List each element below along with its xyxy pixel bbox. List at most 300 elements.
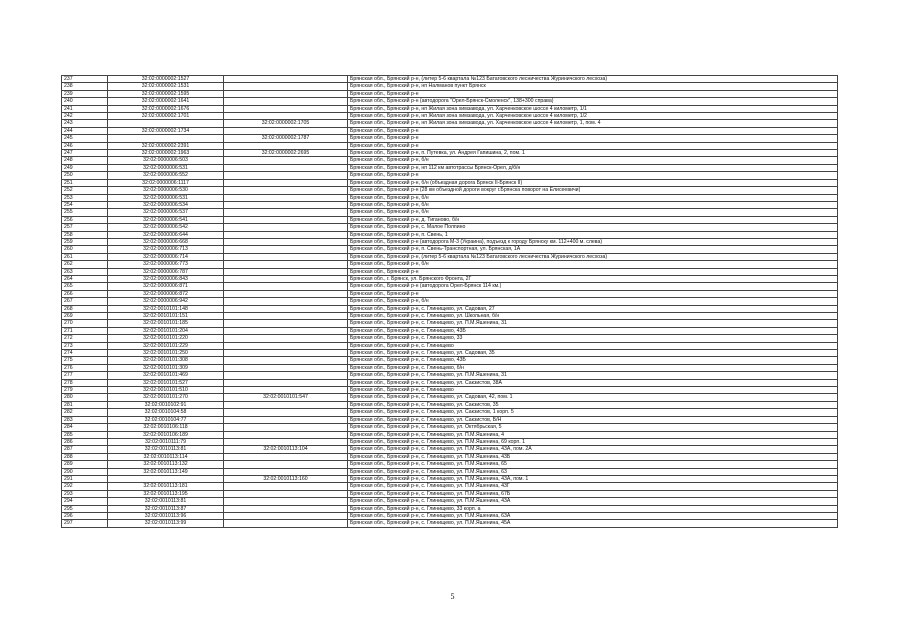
parent-cadastral-cell bbox=[224, 409, 348, 416]
table-row bbox=[62, 150, 838, 157]
cadastral-number-cell: 32:02:0010113:81 bbox=[108, 446, 224, 453]
row-number-cell: 292 bbox=[62, 483, 108, 490]
address-cell: Брянская обл., Брянский р-н, с. Глинищево, ул. П.М.Яшенина, 4 bbox=[348, 431, 838, 438]
cadastral-number-cell: 32:02:0010113:114 bbox=[108, 453, 224, 460]
parent-cadastral-cell: 32:02:0000002:1787 bbox=[224, 135, 348, 142]
parent-cadastral-cell bbox=[224, 253, 348, 260]
parent-cadastral-cell bbox=[224, 201, 348, 208]
cadastral-number-cell: 32:02:0010106:189 bbox=[108, 431, 224, 438]
parent-cadastral-cell bbox=[224, 401, 348, 408]
table-row bbox=[62, 468, 838, 475]
row-number-cell: 244 bbox=[62, 127, 108, 134]
address-cell: Брянская обл., Брянский р-н, с. Глинищево, ул. Сакзистов, 35 bbox=[348, 401, 838, 408]
parent-cadastral-cell bbox=[224, 416, 348, 423]
parent-cadastral-cell bbox=[224, 238, 348, 245]
row-number-cell: 256 bbox=[62, 216, 108, 223]
address-cell: Брянская обл., Брянский р-н, с. Малое Полпино bbox=[348, 224, 838, 231]
address-cell: Брянская обл., Брянский р-н, б/н bbox=[348, 209, 838, 216]
address-cell: Брянская обл., Брянский р-н, с. Глинищево, ул. Сакзистов, Б/Н bbox=[348, 416, 838, 423]
cadastral-number-cell: 32:02:0000002:1701 bbox=[108, 113, 224, 120]
table-row bbox=[62, 512, 838, 519]
table-row bbox=[62, 490, 838, 497]
cadastral-number-cell: 32:02:0000006:542 bbox=[108, 224, 224, 231]
address-cell: Брянская обл., Брянский р-н, б/н bbox=[348, 261, 838, 268]
table-row bbox=[62, 142, 838, 149]
parent-cadastral-cell bbox=[224, 483, 348, 490]
address-cell: Брянская обл., Брянский р-н, с. Глинищево, ул. П.М.Яшенина, 69 корп. 1 bbox=[348, 438, 838, 445]
parent-cadastral-cell: 32:02:0000002:1705 bbox=[224, 120, 348, 127]
table-row bbox=[62, 394, 838, 401]
table-row bbox=[62, 164, 838, 171]
table-row bbox=[62, 283, 838, 290]
row-number-cell: 252 bbox=[62, 187, 108, 194]
cadastral-number-cell: 32:02:0010101:185 bbox=[108, 320, 224, 327]
address-cell: Брянская обл., Брянский р-н bbox=[348, 142, 838, 149]
parent-cadastral-cell: 32:02:0000002:2695 bbox=[224, 150, 348, 157]
table-row bbox=[62, 275, 838, 282]
address-cell: Брянская обл., Брянский р-н, с. Глинищево, ул. Садовая, 42, пом. 1 bbox=[348, 394, 838, 401]
parent-cadastral-cell bbox=[224, 216, 348, 223]
row-number-cell: 263 bbox=[62, 268, 108, 275]
address-cell: Брянская обл., Брянский р-н, с. Глинищево, 33 bbox=[348, 335, 838, 342]
cadastral-number-cell: 32:02:0000006:713 bbox=[108, 246, 224, 253]
table-row bbox=[62, 246, 838, 253]
address-cell: Брянская обл., Брянский р-н, с. Глинищево bbox=[348, 387, 838, 394]
table-row bbox=[62, 216, 838, 223]
cadastral-number-cell: 32:02:0000006:871 bbox=[108, 283, 224, 290]
parent-cadastral-cell bbox=[224, 157, 348, 164]
parent-cadastral-cell bbox=[224, 372, 348, 379]
cadastral-number-cell: 32:02:0010104:77 bbox=[108, 416, 224, 423]
table-row bbox=[62, 105, 838, 112]
parent-cadastral-cell bbox=[224, 498, 348, 505]
address-cell: Брянская обл., Брянский р-н bbox=[348, 90, 838, 97]
row-number-cell: 272 bbox=[62, 335, 108, 342]
address-cell: Брянская обл., Брянский р-н, нп Жилая зона химзавода, ул. Харченковское шоссе 4 километр, 1/2 bbox=[348, 113, 838, 120]
row-number-cell: 285 bbox=[62, 431, 108, 438]
row-number-cell: 254 bbox=[62, 201, 108, 208]
address-cell: Брянская обл., Брянский р-н, п. Путевка, ул. Андрея Гапишина, 2, пом. 1 bbox=[348, 150, 838, 157]
address-cell: Брянская обл., Брянский р-н, с. Глинищево, ул. Сакзистов, 38А bbox=[348, 379, 838, 386]
table-row bbox=[62, 461, 838, 468]
table-row bbox=[62, 350, 838, 357]
cadastral-number-cell: 32:02:0010111:79 bbox=[108, 438, 224, 445]
row-number-cell: 278 bbox=[62, 379, 108, 386]
row-number-cell: 267 bbox=[62, 298, 108, 305]
table-row bbox=[62, 357, 838, 364]
address-cell: Брянская обл., Брянский р-н bbox=[348, 127, 838, 134]
cadastral-number-cell: 32:02:0010101:469 bbox=[108, 372, 224, 379]
table-row bbox=[62, 83, 838, 90]
parent-cadastral-cell bbox=[224, 335, 348, 342]
table-row bbox=[62, 320, 838, 327]
row-number-cell: 281 bbox=[62, 401, 108, 408]
table-row bbox=[62, 194, 838, 201]
table-row bbox=[62, 224, 838, 231]
table-row bbox=[62, 401, 838, 408]
parent-cadastral-cell bbox=[224, 364, 348, 371]
table-row bbox=[62, 438, 838, 445]
parent-cadastral-cell bbox=[224, 453, 348, 460]
parent-cadastral-cell bbox=[224, 142, 348, 149]
cadastral-number-cell: 32:02:0010101:510 bbox=[108, 387, 224, 394]
row-number-cell: 283 bbox=[62, 416, 108, 423]
address-cell: Брянская обл., Брянский р-н, нп 112 км автотрассы Брянск-Орел, д/б/н bbox=[348, 164, 838, 171]
parent-cadastral-cell bbox=[224, 105, 348, 112]
table-row bbox=[62, 379, 838, 386]
address-cell: Брянская обл., Брянский р-н, с. Глинищево, 43Б bbox=[348, 357, 838, 364]
address-cell: Брянская обл., Брянский р-н, б/н bbox=[348, 298, 838, 305]
parent-cadastral-cell bbox=[224, 179, 348, 186]
address-cell: Брянская обл., Брянский р-н, с. Глинищево, ул. П.М.Яшенина, 31 bbox=[348, 372, 838, 379]
cadastral-number-cell: 32:02:0010101:204 bbox=[108, 327, 224, 334]
address-cell: Брянская обл., Брянский р-н, с. Глинищево, ул. П.М.Яшенина, 45А bbox=[348, 520, 838, 527]
row-number-cell: 251 bbox=[62, 179, 108, 186]
table-row bbox=[62, 268, 838, 275]
row-number-cell: 262 bbox=[62, 261, 108, 268]
row-number-cell: 247 bbox=[62, 150, 108, 157]
table-row bbox=[62, 135, 838, 142]
page-number: 5 bbox=[450, 592, 455, 601]
row-number-cell: 237 bbox=[62, 76, 108, 83]
address-cell: Брянская обл., Брянский р-н, с. Глинищево, ул. Сакзистов, 1 корп. 5 bbox=[348, 409, 838, 416]
cadastral-number-cell: 32:02:0000006:644 bbox=[108, 231, 224, 238]
parent-cadastral-cell: 32:02:0010113:160 bbox=[224, 475, 348, 482]
row-number-cell: 241 bbox=[62, 105, 108, 112]
row-number-cell: 253 bbox=[62, 194, 108, 201]
address-cell: Брянская обл., Брянский р-н, п. Свень-Транспортная, ул. Брянская, 1А bbox=[348, 246, 838, 253]
parent-cadastral-cell bbox=[224, 468, 348, 475]
parent-cadastral-cell bbox=[224, 313, 348, 320]
parent-cadastral-cell bbox=[224, 505, 348, 512]
parent-cadastral-cell bbox=[224, 461, 348, 468]
table-row bbox=[62, 298, 838, 305]
row-number-cell: 295 bbox=[62, 505, 108, 512]
cadastral-number-cell: 32:02:0000002:1963 bbox=[108, 150, 224, 157]
parent-cadastral-cell bbox=[224, 83, 348, 90]
parent-cadastral-cell bbox=[224, 512, 348, 519]
table-row bbox=[62, 172, 838, 179]
address-cell: Брянская обл., Брянский р-н bbox=[348, 172, 838, 179]
row-number-cell: 269 bbox=[62, 313, 108, 320]
table-row bbox=[62, 416, 838, 423]
parent-cadastral-cell bbox=[224, 261, 348, 268]
table-row bbox=[62, 90, 838, 97]
cadastral-number-cell: 32:02:0000006:531 bbox=[108, 164, 224, 171]
parent-cadastral-cell bbox=[224, 283, 348, 290]
row-number-cell: 260 bbox=[62, 246, 108, 253]
parent-cadastral-cell bbox=[224, 327, 348, 334]
cadastral-number-cell bbox=[108, 120, 224, 127]
cadastral-number-cell: 32:02:0000006:1117 bbox=[108, 179, 224, 186]
cadastral-number-cell: 32:02:0000006:668 bbox=[108, 238, 224, 245]
cadastral-number-cell: 32:02:0000006:537 bbox=[108, 209, 224, 216]
row-number-cell: 242 bbox=[62, 113, 108, 120]
parent-cadastral-cell bbox=[224, 290, 348, 297]
cadastral-number-cell: 32:02:0010113:195 bbox=[108, 490, 224, 497]
parent-cadastral-cell bbox=[224, 231, 348, 238]
address-cell: Брянская обл., Брянский р-н, с. Глинищево, ул. П.М.Яшенина, 63А bbox=[348, 512, 838, 519]
address-cell: Брянская обл., Брянский р-н bbox=[348, 290, 838, 297]
table-row bbox=[62, 475, 838, 482]
row-number-cell: 258 bbox=[62, 231, 108, 238]
address-cell: Брянская обл., Брянский р-н, п. Свень, 1 bbox=[348, 231, 838, 238]
row-number-cell: 286 bbox=[62, 438, 108, 445]
cadastral-number-cell: 32:02:0010113:81 bbox=[108, 498, 224, 505]
row-number-cell: 296 bbox=[62, 512, 108, 519]
table-row bbox=[62, 335, 838, 342]
table-row bbox=[62, 498, 838, 505]
row-number-cell: 277 bbox=[62, 372, 108, 379]
table-row bbox=[62, 261, 838, 268]
row-number-cell: 259 bbox=[62, 238, 108, 245]
cadastral-number-cell: 32:02:0010113:181 bbox=[108, 483, 224, 490]
row-number-cell: 294 bbox=[62, 498, 108, 505]
table-row bbox=[62, 364, 838, 371]
cadastral-number-cell: 32:02:0000002:1734 bbox=[108, 127, 224, 134]
table-row bbox=[62, 409, 838, 416]
parent-cadastral-cell bbox=[224, 320, 348, 327]
address-cell: Брянская обл., Брянский р-н, с. Глинищево, ул. Садовая, 27 bbox=[348, 305, 838, 312]
address-cell: Брянская обл., Брянский р-н, (литер 5-6 квартала №123 Батаговского лесничества Журиничского лесхоза) bbox=[348, 253, 838, 260]
cadastral-number-cell: 32:02:0000006:872 bbox=[108, 290, 224, 297]
parent-cadastral-cell bbox=[224, 90, 348, 97]
table-row bbox=[62, 372, 838, 379]
address-cell: Брянская обл., Брянский р-н, (литер 5-6 квартала №123 Батаговского лесничества Журиничского лесхоза) bbox=[348, 76, 838, 83]
address-cell: Брянская обл., Брянский р-н, с. Глинищево, ул. П.М.Яшенина, 43А, пом. 2А bbox=[348, 446, 838, 453]
table-row bbox=[62, 431, 838, 438]
address-cell: Брянская обл., Брянский р-н bbox=[348, 268, 838, 275]
parent-cadastral-cell bbox=[224, 268, 348, 275]
cadastral-number-cell: 32:02:0000006:843 bbox=[108, 275, 224, 282]
parent-cadastral-cell bbox=[224, 127, 348, 134]
table-row bbox=[62, 209, 838, 216]
parent-cadastral-cell bbox=[224, 431, 348, 438]
cadastral-number-cell: 32:02:0010101:229 bbox=[108, 342, 224, 349]
row-number-cell: 289 bbox=[62, 461, 108, 468]
row-number-cell: 257 bbox=[62, 224, 108, 231]
row-number-cell: 287 bbox=[62, 446, 108, 453]
address-cell: Брянская обл., Брянский р-н, с. Глинищево, ул. Школьная, б/н bbox=[348, 313, 838, 320]
address-cell: Брянская обл., г. Брянск, ул. Брянского Фронта, 2Г bbox=[348, 275, 838, 282]
table-row bbox=[62, 98, 838, 105]
address-cell: Брянская обл., Брянский р-н, с. Глинищево, ул. Садовая, 35 bbox=[348, 350, 838, 357]
row-number-cell: 246 bbox=[62, 142, 108, 149]
table-row bbox=[62, 520, 838, 527]
cadastral-number-cell: 32:02:0000002:1676 bbox=[108, 105, 224, 112]
cadastral-number-cell bbox=[108, 135, 224, 142]
row-number-cell: 290 bbox=[62, 468, 108, 475]
table-row bbox=[62, 483, 838, 490]
row-number-cell: 248 bbox=[62, 157, 108, 164]
row-number-cell: 270 bbox=[62, 320, 108, 327]
row-number-cell: 291 bbox=[62, 475, 108, 482]
parent-cadastral-cell bbox=[224, 224, 348, 231]
parent-cadastral-cell bbox=[224, 438, 348, 445]
address-cell: Брянская обл., Брянский р-н, с. Глинищево, 43Б bbox=[348, 327, 838, 334]
parent-cadastral-cell bbox=[224, 164, 348, 171]
row-number-cell: 255 bbox=[62, 209, 108, 216]
cadastral-number-cell: 32:02:0010101:148 bbox=[108, 305, 224, 312]
cadastral-number-cell: 32:02:0010113:132 bbox=[108, 461, 224, 468]
table-row bbox=[62, 387, 838, 394]
row-number-cell: 243 bbox=[62, 120, 108, 127]
address-cell: Брянская обл., Брянский р-н, б/н (объездная дорога Брянск II-Брянск II) bbox=[348, 179, 838, 186]
cadastral-number-cell: 32:02:0010113:99 bbox=[108, 520, 224, 527]
row-number-cell: 249 bbox=[62, 164, 108, 171]
parent-cadastral-cell bbox=[224, 490, 348, 497]
parent-cadastral-cell bbox=[224, 194, 348, 201]
table-row bbox=[62, 157, 838, 164]
parent-cadastral-cell bbox=[224, 209, 348, 216]
cadastral-number-cell: 32:02:0010113:149 bbox=[108, 468, 224, 475]
address-cell: Брянская обл., Брянский р-н (автодорога М-3 (Украина), подъезд к городу Брянску км. 112+400 м. слева) bbox=[348, 238, 838, 245]
parent-cadastral-cell bbox=[224, 520, 348, 527]
parent-cadastral-cell bbox=[224, 98, 348, 105]
address-cell: Брянская обл., Брянский р-н (автодорога "Орел-Брянск-Смоленск", 138+300 справа) bbox=[348, 98, 838, 105]
row-number-cell: 275 bbox=[62, 357, 108, 364]
cadastral-number-cell: 32:02:0010104:58 bbox=[108, 409, 224, 416]
parent-cadastral-cell bbox=[224, 275, 348, 282]
register-table-body bbox=[62, 76, 838, 528]
row-number-cell: 274 bbox=[62, 350, 108, 357]
address-cell: Брянская обл., Брянский р-н, б/н bbox=[348, 201, 838, 208]
parent-cadastral-cell bbox=[224, 357, 348, 364]
cadastral-number-cell: 32:02:0010102:91 bbox=[108, 401, 224, 408]
table-row bbox=[62, 453, 838, 460]
table-row bbox=[62, 187, 838, 194]
table-row bbox=[62, 305, 838, 312]
row-number-cell: 264 bbox=[62, 275, 108, 282]
table-row bbox=[62, 76, 838, 83]
cadastral-number-cell: 32:02:0010101:250 bbox=[108, 350, 224, 357]
cadastral-number-cell: 32:02:0010113:96 bbox=[108, 512, 224, 519]
address-cell: Брянская обл., Брянский р-н, нп Налманов пункт Брянск bbox=[348, 83, 838, 90]
row-number-cell: 284 bbox=[62, 424, 108, 431]
address-cell: Брянская обл., Брянский р-н, б/н bbox=[348, 194, 838, 201]
cadastral-number-cell: 32:02:0000006:942 bbox=[108, 298, 224, 305]
address-cell: Брянская обл., Брянский р-н, с. Глинищево, ул. П.М.Яшенина, 31 bbox=[348, 320, 838, 327]
table-row bbox=[62, 327, 838, 334]
cadastral-number-cell: 32:02:0000006:541 bbox=[108, 216, 224, 223]
parent-cadastral-cell bbox=[224, 379, 348, 386]
row-number-cell: 280 bbox=[62, 394, 108, 401]
cadastral-number-cell: 32:02:0000006:714 bbox=[108, 253, 224, 260]
table-row bbox=[62, 342, 838, 349]
cadastral-number-cell: 32:02:0010113:87 bbox=[108, 505, 224, 512]
property-register-table bbox=[61, 75, 838, 528]
row-number-cell: 238 bbox=[62, 83, 108, 90]
cadastral-number-cell: 32:02:0010101:151 bbox=[108, 313, 224, 320]
table-row bbox=[62, 113, 838, 120]
cadastral-number-cell: 32:02:0000002:2391 bbox=[108, 142, 224, 149]
row-number-cell: 288 bbox=[62, 453, 108, 460]
table-row bbox=[62, 313, 838, 320]
cadastral-number-cell: 32:02:0000002:1595 bbox=[108, 90, 224, 97]
parent-cadastral-cell bbox=[224, 350, 348, 357]
address-cell: Брянская обл., Брянский р-н, с. Глинищево, 33 корп. а bbox=[348, 505, 838, 512]
cadastral-number-cell: 32:02:0000002:1527 bbox=[108, 76, 224, 83]
row-number-cell: 276 bbox=[62, 364, 108, 371]
row-number-cell: 268 bbox=[62, 305, 108, 312]
address-cell: Брянская обл., Брянский р-н, с. Глинищево, б/н bbox=[348, 364, 838, 371]
cadastral-number-cell: 32:02:0000002:1531 bbox=[108, 83, 224, 90]
row-number-cell: 271 bbox=[62, 327, 108, 334]
address-cell: Брянская обл., Брянский р-н, нп Жилая зона химзавода, ул. Харченковское шоссе 4 километр, 1/1 bbox=[348, 105, 838, 112]
cadastral-number-cell: 32:02:0000002:1641 bbox=[108, 98, 224, 105]
address-cell: Брянская обл., Брянский р-н (автодорога Орел-Брянск 114 км.) bbox=[348, 283, 838, 290]
cadastral-number-cell: 32:02:0000006:773 bbox=[108, 261, 224, 268]
parent-cadastral-cell bbox=[224, 424, 348, 431]
row-number-cell: 265 bbox=[62, 283, 108, 290]
table-row bbox=[62, 290, 838, 297]
parent-cadastral-cell bbox=[224, 113, 348, 120]
address-cell: Брянская обл., Брянский р-н, с. Глинищево, ул. Октябрьская, 5 bbox=[348, 424, 838, 431]
row-number-cell: 273 bbox=[62, 342, 108, 349]
address-cell: Брянская обл., Брянский р-н, с. Глинищево, ул. П.М.Яшенина, 65 bbox=[348, 461, 838, 468]
cadastral-number-cell: 32:02:0010101:220 bbox=[108, 335, 224, 342]
cadastral-number-cell: 32:02:0010101:309 bbox=[108, 364, 224, 371]
table-row bbox=[62, 231, 838, 238]
parent-cadastral-cell: 32:02:0010113:104 bbox=[224, 446, 348, 453]
row-number-cell: 240 bbox=[62, 98, 108, 105]
row-number-cell: 239 bbox=[62, 90, 108, 97]
cadastral-number-cell: 32:02:0000006:530 bbox=[108, 187, 224, 194]
cadastral-number-cell: 32:02:0010101:527 bbox=[108, 379, 224, 386]
row-number-cell: 282 bbox=[62, 409, 108, 416]
address-cell: Брянская обл., Брянский р-н (28 км объездной дороги вокруг г.Брянска поворот на Елисеевичи) bbox=[348, 187, 838, 194]
address-cell: Брянская обл., Брянский р-н, с. Глинищево bbox=[348, 342, 838, 349]
cadastral-number-cell: 32:02:0000006:531 bbox=[108, 194, 224, 201]
table-row bbox=[62, 253, 838, 260]
row-number-cell: 266 bbox=[62, 290, 108, 297]
parent-cadastral-cell bbox=[224, 172, 348, 179]
cadastral-number-cell: 32:02:0000006:503 bbox=[108, 157, 224, 164]
row-number-cell: 293 bbox=[62, 490, 108, 497]
parent-cadastral-cell bbox=[224, 187, 348, 194]
row-number-cell: 250 bbox=[62, 172, 108, 179]
address-cell: Брянская обл., Брянский р-н bbox=[348, 135, 838, 142]
parent-cadastral-cell bbox=[224, 342, 348, 349]
address-cell: Брянская обл., Брянский р-н, с. Глинищево, ул. П.М.Яшенина, 43А, пом. 1 bbox=[348, 475, 838, 482]
cadastral-number-cell: 32:02:0000006:787 bbox=[108, 268, 224, 275]
address-cell: Брянская обл., Брянский р-н, нп Жилая зона химзавода, ул. Харченковское шоссе 4 километр, 1, пом. 4 bbox=[348, 120, 838, 127]
address-cell: Брянская обл., Брянский р-н, с. Глинищево, ул. П.М.Яшенина, 63 bbox=[348, 468, 838, 475]
table-row bbox=[62, 127, 838, 134]
cadastral-number-cell: 32:02:0010101:270 bbox=[108, 394, 224, 401]
row-number-cell: 245 bbox=[62, 135, 108, 142]
table-row bbox=[62, 179, 838, 186]
row-number-cell: 261 bbox=[62, 253, 108, 260]
parent-cadastral-cell: 32:02:0010101:547 bbox=[224, 394, 348, 401]
parent-cadastral-cell bbox=[224, 76, 348, 83]
table-row bbox=[62, 446, 838, 453]
table-row bbox=[62, 424, 838, 431]
row-number-cell: 297 bbox=[62, 520, 108, 527]
parent-cadastral-cell bbox=[224, 246, 348, 253]
table-row bbox=[62, 238, 838, 245]
cadastral-number-cell: 32:02:0000006:534 bbox=[108, 201, 224, 208]
address-cell: Брянская обл., Брянский р-н, с. Глинищево, ул. П.М.Яшенина, 43Г bbox=[348, 483, 838, 490]
cadastral-number-cell: 32:02:0010106:118 bbox=[108, 424, 224, 431]
parent-cadastral-cell bbox=[224, 298, 348, 305]
cadastral-number-cell: 32:02:0010101:308 bbox=[108, 357, 224, 364]
cadastral-number-cell bbox=[108, 475, 224, 482]
table-row bbox=[62, 505, 838, 512]
table-row bbox=[62, 120, 838, 127]
row-number-cell: 279 bbox=[62, 387, 108, 394]
address-cell: Брянская обл., Брянский р-н, с. Глинищево, ул. П.М.Яшенина, 43Б bbox=[348, 453, 838, 460]
